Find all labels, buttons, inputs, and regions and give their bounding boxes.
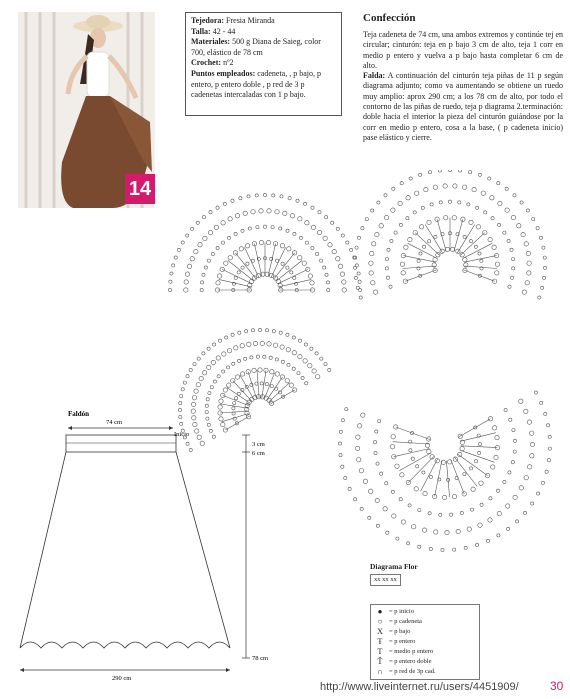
confeccion-paragraph-1: Teja cadeneta de 74 cm, una ambos extremos y continúe tej en circular; cinturón: teja en p bajo 3 cm de alto, teja 1 corr en medio p entero y vuelva a p bajo hasta completar 6 cm de alto. <box>363 30 563 70</box>
stitch-legend <box>370 562 480 680</box>
stitches-line: Puntos empleados: cadeneta, , p bajo, p entero, p entero doble , p red de 3 p cadenetas intercaladas con 1 p bajo. <box>191 68 321 100</box>
confeccion-title: Confección <box>363 12 416 24</box>
stitch-symbol-icon: ∩ <box>377 667 383 676</box>
designer-line: Tejedora: Fresia Miranda <box>191 16 275 25</box>
legend-mini-diagram: xx xx xx <box>370 574 401 586</box>
band2-label: 6 cm <box>252 450 265 457</box>
legend-text: = p entero <box>389 638 416 645</box>
legend-text: = medio p entero <box>389 648 434 655</box>
waistband <box>66 435 176 452</box>
pineapple-motif <box>168 193 361 292</box>
skirt-schematic <box>8 400 298 690</box>
legend-text: = p inicio <box>389 608 414 615</box>
pattern-number-badge: 14 <box>125 174 155 204</box>
scalloped-hem <box>20 642 230 648</box>
legend-row <box>375 657 475 667</box>
faldon-label: Faldón <box>68 410 90 418</box>
hem-width-label: 290 cm <box>112 675 132 682</box>
hook-line: Crochet: nº2 <box>191 58 234 68</box>
stitch-symbol-icon: Ť <box>377 657 383 666</box>
legend-title: Diagrama Flor <box>370 562 418 571</box>
legend-row <box>375 627 475 637</box>
legend-row <box>375 647 475 657</box>
legend-text: = p cadeneta <box>389 618 422 625</box>
legend-text: = p entero doble <box>389 658 432 665</box>
materials-line: Materiales: 500 g Diana de Saieg, color 700, elástico de 78 cm <box>191 37 321 57</box>
legend-text: = p red de 3p cad. <box>389 668 436 675</box>
height-label: 78 cm <box>252 655 269 662</box>
stitch-symbol-icon: T <box>377 647 383 656</box>
legend-text: = p bajo <box>389 628 411 635</box>
top-width-label: 74 cm <box>106 419 123 426</box>
source-url: http://www.liveinternet.ru/users/4451909/ <box>320 681 519 693</box>
legend-row <box>375 667 475 677</box>
legend-row <box>375 637 475 647</box>
pineapple-motif <box>353 170 546 299</box>
legend-symbols-box <box>370 604 480 680</box>
materials-info-box <box>185 12 342 116</box>
confeccion-paragraph-2: Falda: A continuación del cinturón teja piñas de 11 p según diagrama adjunto; como va aumentando se obtiene un ruedo muy amplio: aprox 290 cm; a los 78 cm de alto, por todo el contorno de las piñas de ruedo, teja p diagrama 2.terminación: doble hacia el interior la pieza del cinturón guiándose por la corr en medio p entero, cosa a la base, ( p cadeneta inicio) pase elástico y cierre. <box>363 71 563 142</box>
start-label: Inicio <box>174 431 190 438</box>
stitch-symbol-icon: ● <box>377 607 383 616</box>
skirt-outline <box>20 452 230 648</box>
page-number: 30 <box>550 679 564 693</box>
legend-row <box>375 607 475 617</box>
stitch-symbol-icon: ○ <box>377 617 383 626</box>
stitch-symbol-icon: X <box>377 627 383 636</box>
size-line: Talla: 42 - 44 <box>191 26 236 36</box>
model-photo <box>18 12 155 208</box>
band1-label: 3 cm <box>252 441 265 448</box>
legend-row <box>375 617 475 627</box>
confeccion-instructions <box>363 30 563 143</box>
pineapple-motif <box>338 391 551 552</box>
stitch-symbol-icon: Ŧ <box>377 637 383 646</box>
